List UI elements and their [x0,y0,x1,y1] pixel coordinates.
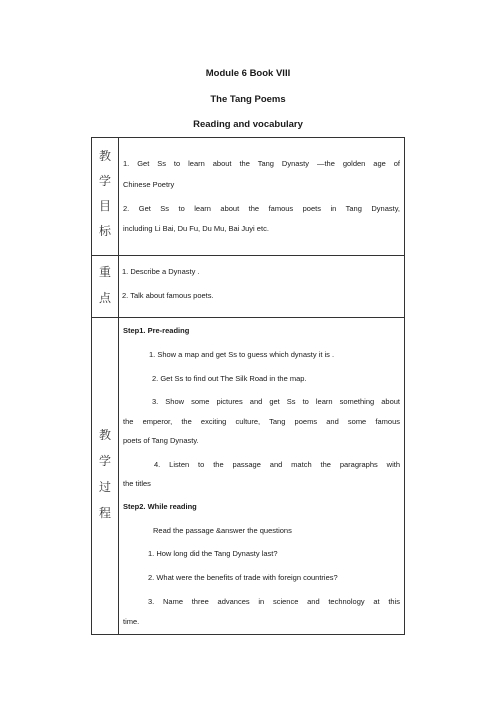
step2-question-2: 2. What were the benefits of trade with foreign countries? [148,573,338,582]
document-title: Module 6 Book VIII [205,68,291,79]
lesson-plan-table [91,137,405,635]
step1-item-4-line-2: the titles [123,479,151,488]
key-point-2: 2. Talk about famous poets. [122,291,214,300]
row-divider [92,255,404,256]
section-title: Reading and vocabulary [193,119,303,130]
objective-1-line-1: 1. Get Ss to learn about the Tang Dynasty —the golden age of [123,159,400,168]
process-label: 教 学 过 程 [98,428,111,520]
step1-item-1: 1. Show a map and get Ss to guess which dynasty it is . [149,350,335,359]
step2-question-3-line-2: time. [123,617,140,626]
step1-item-4-line-1: 4. Listen to the passage and match the paragraphs with [154,460,400,469]
key-point-1: 1. Describe a Dynasty . [122,267,200,276]
objectives-label: 教 学 目 标 [98,149,111,238]
lesson-title: The Tang Poems [210,94,286,105]
objective-2-line-1: 2. Get Ss to learn about the famous poets in Tang Dynasty, [123,204,400,213]
step2-question-3-line-1: 3. Name three advances in science and technology at this [148,597,400,606]
step2-heading: Step2. While reading [123,502,197,511]
key-points-label: 重 点 [98,265,111,305]
step1-item-3-line-2: the emperor, the exciting culture, Tang poems and some famous [123,417,400,426]
step1-item-2: 2. Get Ss to find out The Silk Road in the map. [152,374,307,383]
column-divider [118,138,119,634]
step2-instruction: Read the passage &answer the questions [153,526,292,535]
step2-question-1: 1. How long did the Tang Dynasty last? [148,549,278,558]
objective-2-line-2: including Li Bai, Du Fu, Du Mu, Bai Juyi etc. [123,224,269,233]
step1-item-3-line-3: poets of Tang Dynasty. [123,436,199,445]
step1-item-3-line-1: 3. Show some pictures and get Ss to learn something about [152,397,400,406]
objective-1-line-2: Chinese Poetry [123,180,175,189]
step1-heading: Step1. Pre-reading [123,326,190,335]
row-divider [92,317,404,318]
